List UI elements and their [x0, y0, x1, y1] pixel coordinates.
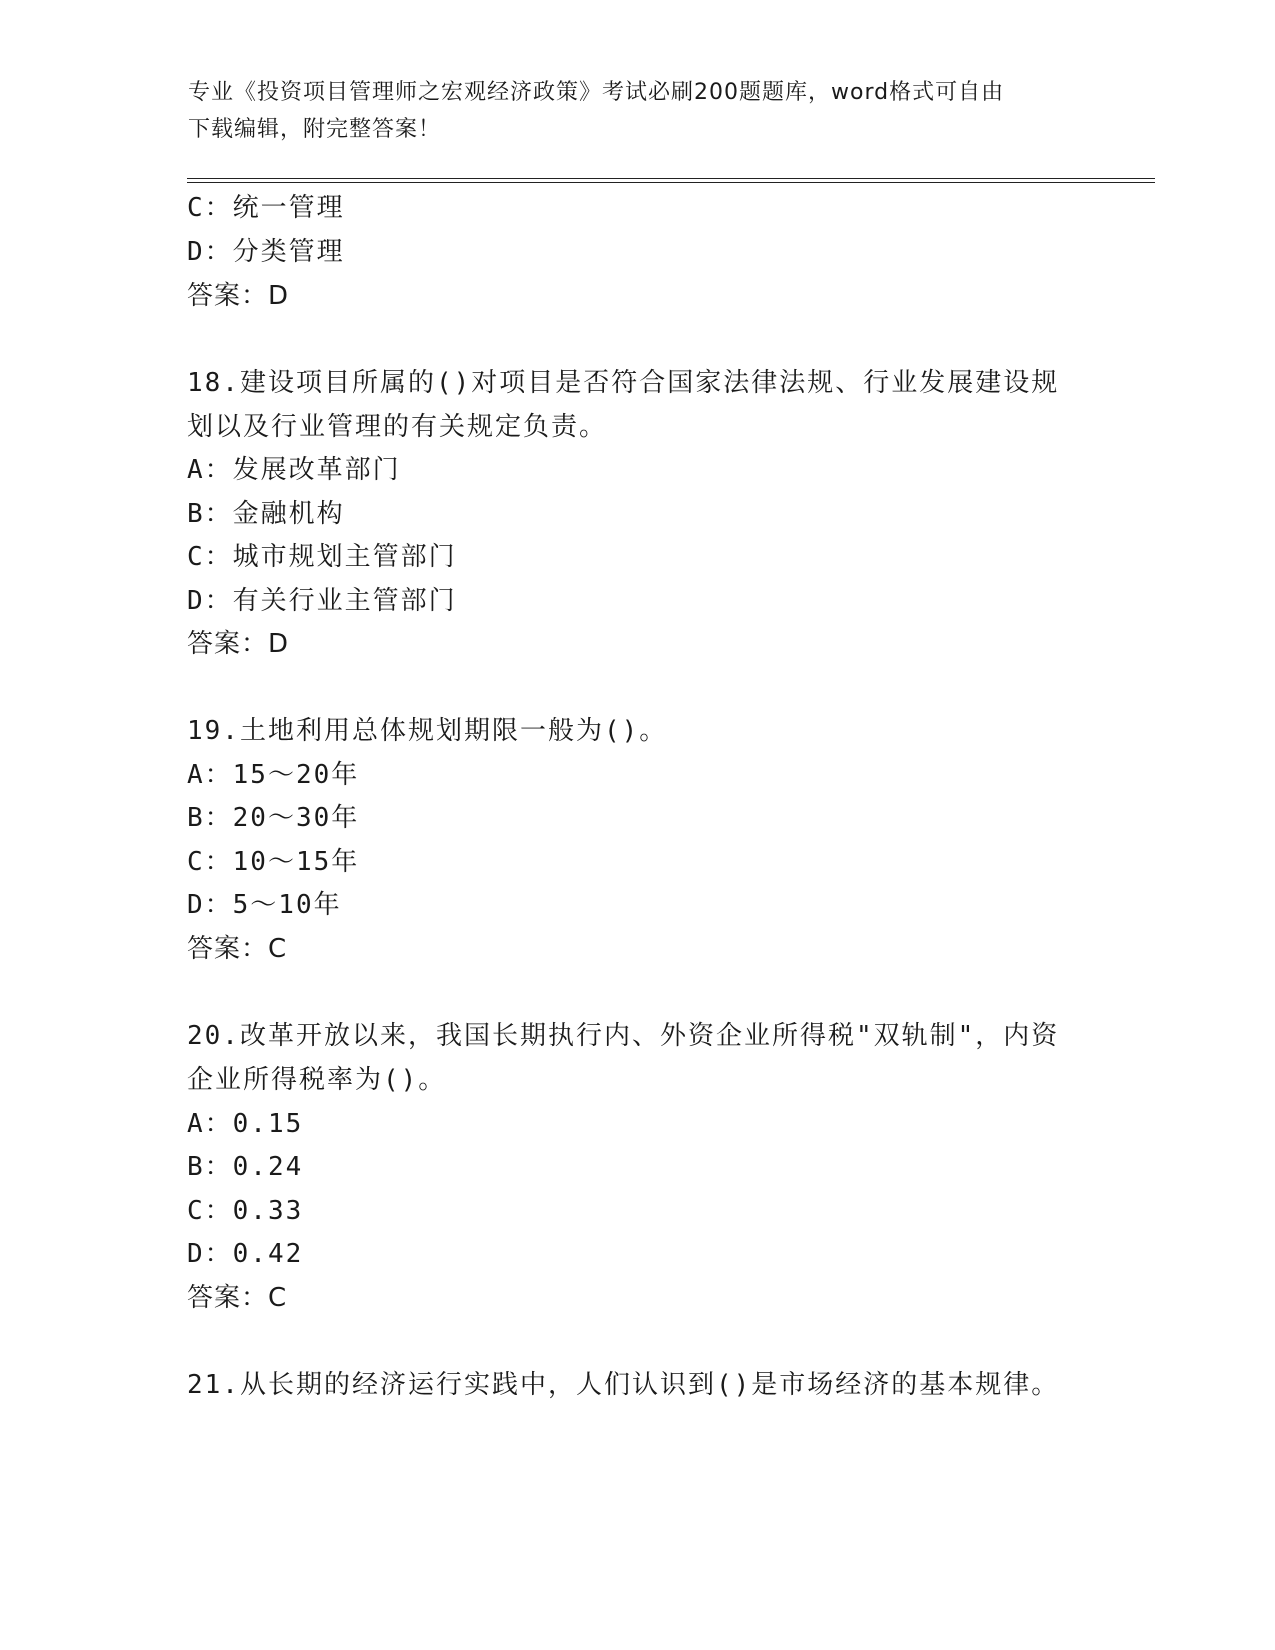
option-d: D：5～10年	[187, 890, 342, 920]
answer: 答案：C	[187, 934, 288, 964]
question-text: 18.建设项目所属的()对项目是否符合国家法律法规、行业发展建设规	[187, 368, 1060, 398]
option-a: A：15～20年	[187, 760, 360, 790]
option-a: A：0.15	[187, 1109, 304, 1139]
option-d: D：有关行业主管部门	[187, 586, 457, 616]
option-a: A：发展改革部门	[187, 455, 401, 485]
option-b: B：0.24	[187, 1152, 304, 1182]
answer: 答案：C	[187, 1283, 288, 1313]
option-c: C：10～15年	[187, 847, 360, 877]
option-b: B：金融机构	[187, 499, 345, 529]
question-text: 企业所得税率为()。	[187, 1065, 447, 1095]
option-c: C：0.33	[187, 1196, 304, 1226]
option-d: D：分类管理	[187, 237, 345, 267]
option-d: D：0.42	[187, 1239, 304, 1269]
question-text: 20.改革开放以来，我国长期执行内、外资企业所得税"双轨制"，内资	[187, 1021, 1060, 1051]
header-divider	[187, 178, 1155, 183]
option-c: C：城市规划主管部门	[187, 542, 457, 572]
answer: 答案：D	[187, 629, 290, 659]
page-header	[188, 74, 1068, 148]
option-b: B：20～30年	[187, 803, 360, 833]
question-text: 19.土地利用总体规划期限一般为()。	[187, 716, 668, 746]
question-text: 21.从长期的经济运行实践中，人们认识到()是市场经济的基本规律。	[187, 1370, 1060, 1400]
header-line-1: 专业《投资项目管理师之宏观经济政策》考试必刷200题题库，word格式可自由	[188, 80, 1005, 105]
answer: 答案：D	[187, 281, 290, 311]
question-text: 划以及行业管理的有关规定负责。	[187, 412, 608, 442]
option-c: C：统一管理	[187, 193, 345, 223]
header-line-2: 下载编辑，附完整答案！	[188, 117, 442, 142]
